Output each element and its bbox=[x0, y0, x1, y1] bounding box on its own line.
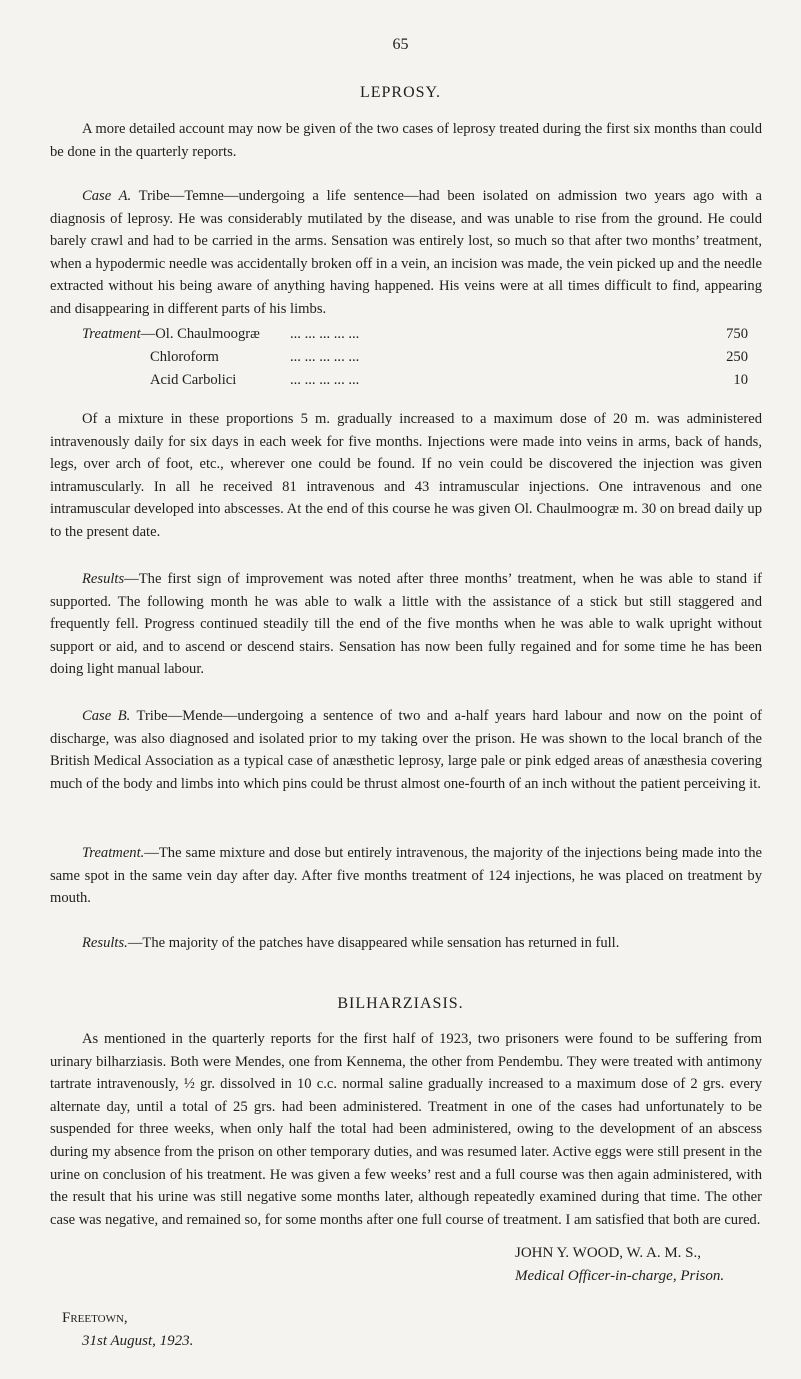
treatment-lead: Treatment bbox=[82, 326, 141, 342]
treatment-row-2-label: Chloroform bbox=[150, 349, 219, 365]
treatment-row-1-dots: ... ... ... ... ... bbox=[290, 326, 360, 342]
results-a-paragraph bbox=[50, 568, 762, 681]
treatment-row-3-qty: 10 bbox=[733, 372, 748, 388]
date: 31st August, 1923. bbox=[82, 1333, 194, 1349]
treatment-row-2-dots: ... ... ... ... ... bbox=[290, 349, 360, 365]
signature-name: JOHN Y. WOOD, W. A. M. S., bbox=[515, 1245, 702, 1261]
case-a-text: Tribe—Temne—undergoing a life sentence—had been isolated on admission two years ago with a diagnosis of leprosy. He was considerably mutilated by the disease, and was unable to rise from the ground. He could barely crawl and had to be carried in the arms. Sensation was entirely lost, so much so that after two months’ treatment, when a hypodermic needle was accidentally broken off in a vein, an incision was made, the vein picked up and the needle extracted without his being aware of anything having happened. His veins were at all times difficult to find, appearing and disappearing in different parts of his limbs. bbox=[50, 188, 763, 317]
case-b-paragraph bbox=[50, 705, 762, 795]
treatment-row-2-qty: 250 bbox=[726, 349, 748, 365]
results-b-paragraph bbox=[50, 932, 762, 955]
treatment-b-text: —The same mixture and dose but entirely intravenous, the majority of the injections being made into the same spot in the same vein day after day. After five months treatment of 124 injections, he was placed on treatment by mouth. bbox=[50, 845, 762, 907]
case-a-paragraph bbox=[50, 185, 762, 321]
page-number: 65 bbox=[392, 36, 409, 53]
results-b-text: —The majority of the patches have disappeared while sensation has returned in full. bbox=[127, 935, 620, 951]
case-a-lead: Case A. bbox=[82, 188, 132, 204]
treatment-row-3-dots: ... ... ... ... ... bbox=[290, 372, 360, 388]
results-b-lead: Results. bbox=[82, 935, 128, 951]
results-a-text: —The first sign of improvement was noted after three months’ treatment, when he was able to stand if supported. The following month he was able to walk a little with the assistance of a stick but still staggered and frequently fell. Progress continued steadily till the end of the five months when he was able to walk upright without support or aid, and to ascend or descend stairs. Sensation has now been fully regained and for some time he has been doing light manual labour. bbox=[50, 571, 762, 678]
treatment-b-lead: Treatment. bbox=[82, 845, 145, 861]
mixture-paragraph: Of a mixture in these proportions 5 m. gradually increased to a maximum dose of 20 m. was administered intravenously daily for six days in each week for five months. Injections were made into veins in arms, back of hands, legs, over arch of foot, etc., wherever one could be found. If no vein could be discovered the injection was given intramuscularly. In all he received 81 intravenous and 43 intramuscular injections. One intravenous and one intramuscular developed into abscesses. At the end of this course he was given Ol. Chaulmoogræ m. 30 on bread daily up to the present date. bbox=[50, 411, 762, 540]
place: Freetown, bbox=[62, 1310, 128, 1326]
results-a-lead: Results bbox=[82, 571, 125, 587]
signature-title: Medical Officer-in-charge, Prison. bbox=[515, 1268, 725, 1284]
bilharziasis-heading: BILHARZIASIS. bbox=[337, 995, 464, 1012]
intro-paragraph: A more detailed account may now be given of the two cases of leprosy treated during the first six months than could be done in the quarterly reports. bbox=[50, 121, 762, 160]
case-b-text: Tribe—Mende—undergoing a sentence of two and a-half years hard labour and now on the point of discharge, was also diagnosed and isolated prior to my taking over the prison. He was shown to the local branch of the British Medical Association as a typical case of anæsthetic leprosy, large pale or pink edged areas of anæsthesia covering much of the body and limbs into which pins could be thrust almost one-fourth of an inch without the patient perceiving it. bbox=[50, 708, 762, 792]
treatment-label bbox=[82, 323, 260, 345]
bilharziasis-paragraph: As mentioned in the quarterly reports for the first half of 1923, two prisoners were found to be suffering from urinary bilharziasis. Both were Mendes, one from Kennema, the other from Pendembu. They were treated with antimony tartrate intravenously, ½ gr. dissolved in 10 c.c. normal saline gradually increased to a maximum dose of 2 grs. every alternate day, until a total of 25 grs. had been administered. Treatment in one of the cases had unfortunately to be suspended for three weeks, when only half the total had been administered, owing to the development of an abscess during my absence from the prison on other temporary duties, and was resumed later. Active eggs were still present in the urine on conclusion of his treatment. He was given a few weeks’ rest and a full course was then again administered, with the result that his urine was still negative some months later, although repeatedly examined during that time. The other case was negative, and remained so, for some months after one full course of treatment. I am satisfied that both are cured. bbox=[50, 1031, 762, 1228]
case-b-lead: Case B. bbox=[82, 708, 131, 724]
treatment-b-paragraph bbox=[50, 842, 762, 910]
treatment-row-1-qty: 750 bbox=[726, 326, 748, 342]
treatment-row-3-label: Acid Carbolici bbox=[150, 372, 237, 388]
leprosy-heading: LEPROSY. bbox=[359, 84, 442, 101]
treatment-row-1-label: —Ol. Chaulmoogræ bbox=[140, 326, 260, 342]
